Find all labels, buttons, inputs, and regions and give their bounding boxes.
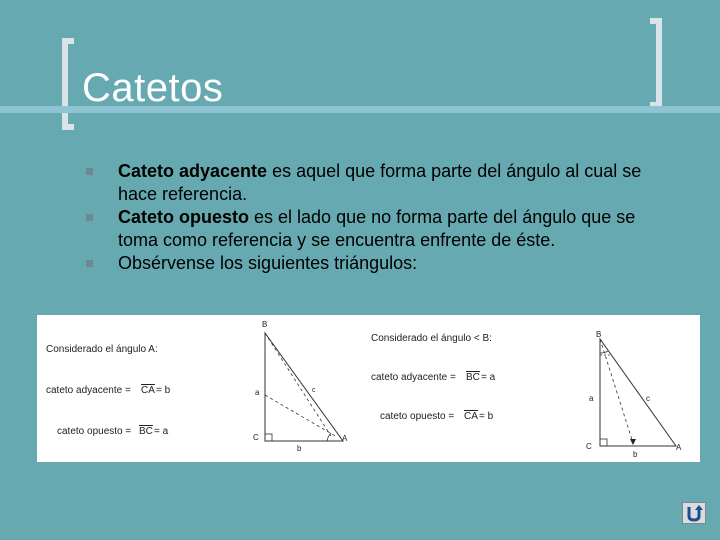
vertex-label: C [586,442,592,451]
figure-opposite-value: = b [479,411,494,422]
side-label: c [312,387,316,394]
figure-caption: Considerado el ángulo A: [46,344,158,355]
bullet-bold: Cateto opuesto [118,207,250,227]
triangle-outline [265,333,343,441]
dashed-line [265,395,337,437]
figure-caption: Considerado el ángulo < B: [371,333,492,344]
triangle-outline [600,339,676,446]
figure-adjacent-segment: BC [466,372,480,383]
vertex-label: A [676,443,682,452]
return-button[interactable] [682,502,706,524]
bullet-item [86,206,676,252]
figure-adjacent-segment: CA [141,385,155,396]
title-bracket-right [650,18,662,108]
figure-opposite-label: cateto opuesto = [57,426,132,437]
return-arrow-icon [683,503,705,523]
figure-adjacent-label: cateto adyacente = [46,385,131,396]
right-angle-marker [600,439,607,446]
vertex-label: A [342,434,348,443]
title-bracket-left [62,38,74,130]
vertex-label: C [253,433,259,442]
bullet-list [86,160,676,275]
triangle-figure-angle-b [354,315,700,462]
bullet-square-icon [86,214,93,221]
bullet-text: es aquel que forma parte del ángulo al cual se hace referencia. [118,161,642,204]
side-label: a [255,388,260,397]
figure-opposite-segment: BC [139,426,153,437]
vertex-label: B [262,320,268,329]
figure-opposite-label: cateto opuesto = [380,411,455,422]
side-label: a [589,394,594,403]
side-label: c [646,394,650,403]
bullet-text: es el lado que no forma parte del ángulo que se toma como referencia y se encuentra enfrente de éste. [118,207,636,250]
arrowhead-icon [630,439,636,445]
figure-opposite-value: = a [154,426,169,437]
figure-adjacent-value: = b [156,385,171,396]
side-label: b [633,450,638,459]
figure-adjacent-value: = a [481,372,496,383]
bullet-square-icon [86,260,93,267]
figure-adjacent-label: cateto adyacente = [371,372,456,383]
figure-opposite-segment: CA [464,411,478,422]
vertex-label: B [596,330,602,339]
angle-arc [327,433,331,441]
dashed-line [265,333,331,436]
slide-title: Catetos [82,66,224,110]
right-angle-marker [265,434,272,441]
triangle-figure-angle-a [37,315,355,462]
bullet-text: Obsérvense los siguientes triángulos: [118,253,418,273]
bullet-square-icon [86,168,93,175]
bullet-item [86,160,676,206]
bullet-bold: Cateto adyacente [118,161,268,181]
side-label: b [297,444,302,453]
bullet-item [86,252,676,275]
